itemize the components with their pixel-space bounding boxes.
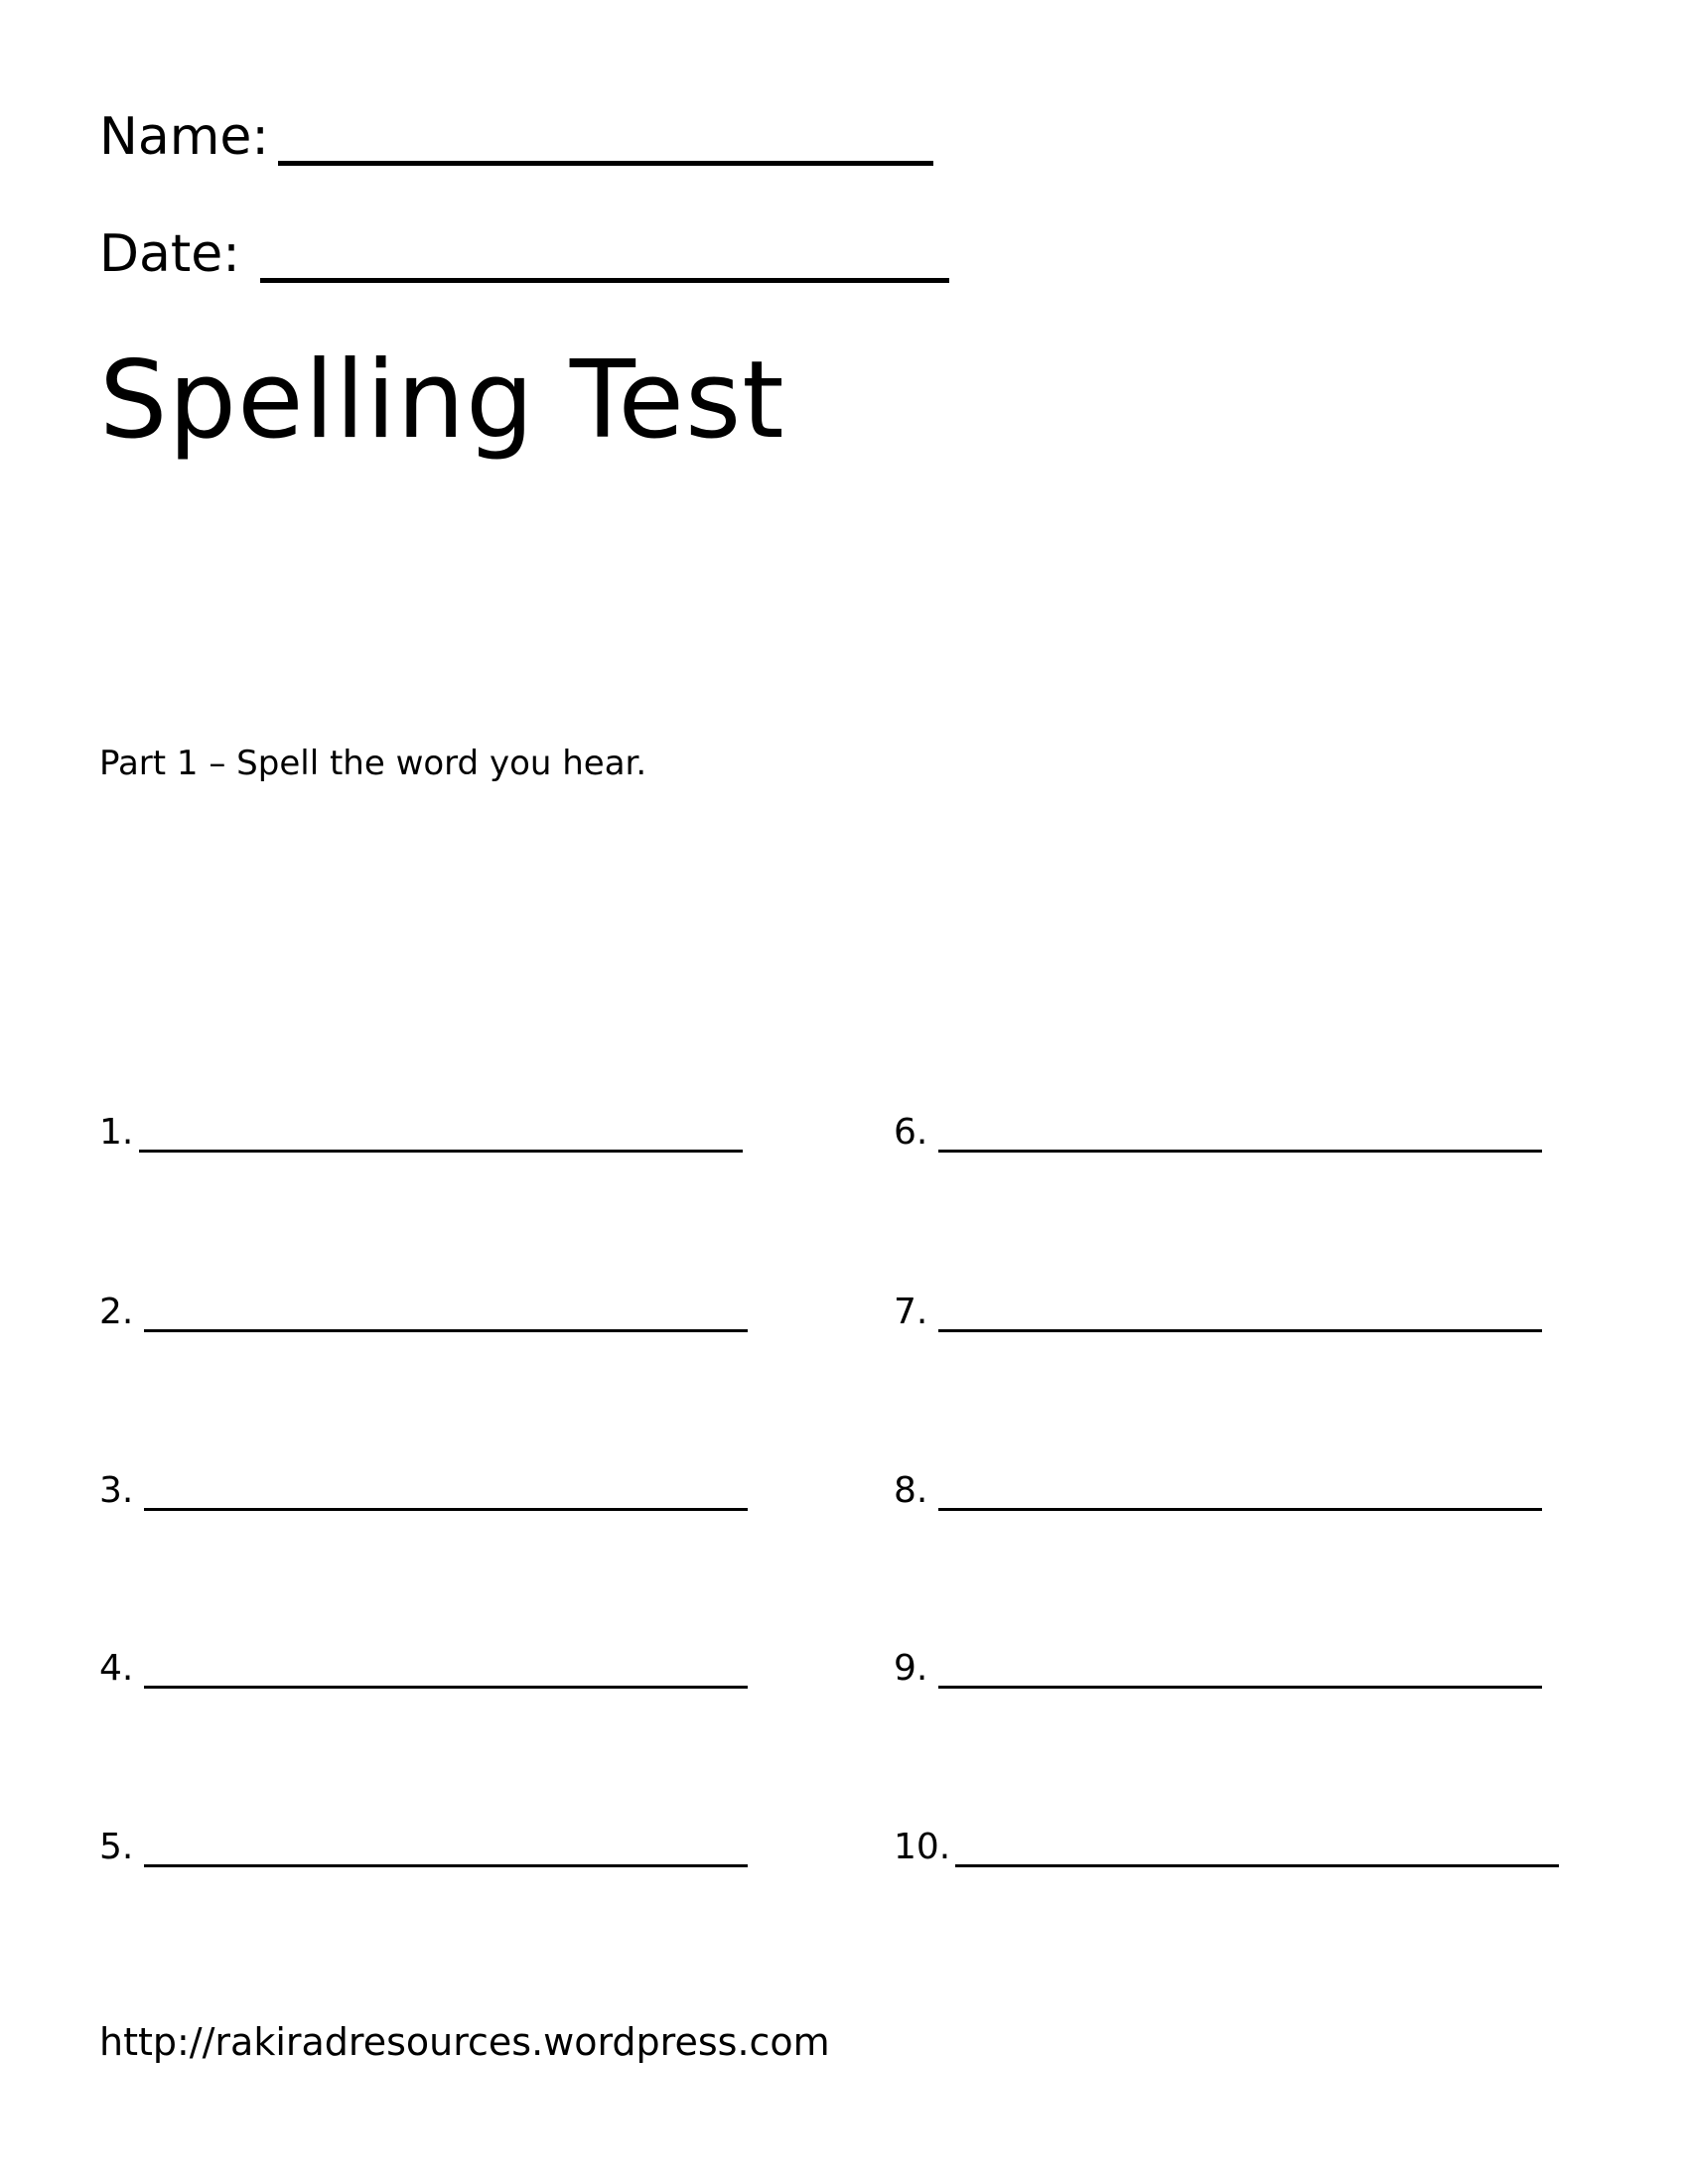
answer-line[interactable] (139, 1150, 743, 1153)
answer-line[interactable] (955, 1864, 1559, 1867)
part1-instructions: Part 1 – Spell the word you hear. (99, 744, 647, 783)
answer-item (894, 1455, 1569, 1515)
name-label: Name: (99, 107, 269, 167)
item-number: 3. (99, 1470, 134, 1511)
item-number: 7. (894, 1292, 928, 1332)
date-input-line[interactable] (260, 278, 949, 283)
page-title: Spelling Test (99, 339, 785, 463)
answer-item (99, 1633, 755, 1693)
item-number: 10. (894, 1827, 951, 1867)
item-number: 1. (99, 1112, 134, 1153)
answer-line[interactable] (938, 1508, 1542, 1511)
answer-line[interactable] (938, 1329, 1542, 1332)
answer-item (99, 1812, 755, 1871)
item-number: 5. (99, 1827, 134, 1867)
item-number: 9. (894, 1648, 928, 1689)
answer-item (99, 1097, 755, 1157)
answer-item (99, 1455, 755, 1515)
answer-line[interactable] (144, 1329, 748, 1332)
answer-line[interactable] (144, 1864, 748, 1867)
answer-item (894, 1812, 1569, 1871)
answer-line[interactable] (144, 1686, 748, 1689)
answer-line[interactable] (938, 1150, 1542, 1153)
answer-item (894, 1097, 1569, 1157)
item-number: 4. (99, 1648, 134, 1689)
footer-url: http://rakiradresources.wordpress.com (99, 2020, 830, 2064)
date-label: Date: (99, 224, 240, 284)
item-number: 8. (894, 1470, 928, 1511)
answer-line[interactable] (938, 1686, 1542, 1689)
name-input-line[interactable] (278, 161, 933, 166)
item-number: 6. (894, 1112, 928, 1153)
item-number: 2. (99, 1292, 134, 1332)
answer-item (894, 1277, 1569, 1336)
answer-line[interactable] (144, 1508, 748, 1511)
answer-item (894, 1633, 1569, 1693)
answer-item (99, 1277, 755, 1336)
